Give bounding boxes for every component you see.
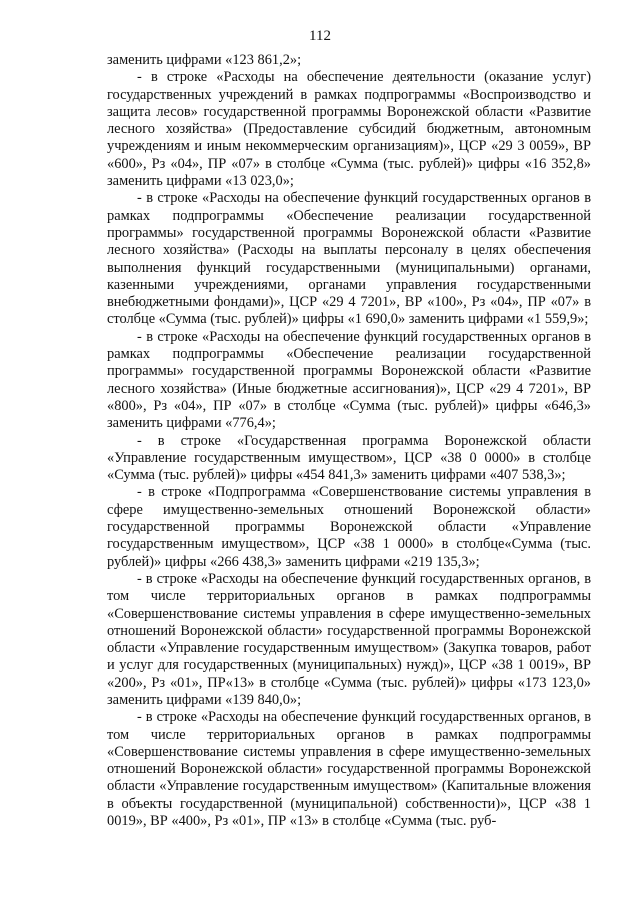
paragraph-6: - в строке «Подпрограмма «Совершенствование системы управления в сфере имущественно-земельных отношений Воронежской области» государственной программы Воронежской области «Управление государственным имуществом», ЦСР «38 1 0000» в столбце«Сумма (тыс. рублей)» цифры «266 438,3» заменить цифрами «219 135,3»; (107, 484, 591, 570)
paragraph-7: - в строке «Расходы на обеспечение функций государственных органов, в том числе территориальных органов в рамках подпрограммы «Совершенствование системы управления в сфере имущественно-земельных отношений Воронежской области» государственной программы Воронежской области «Управление государственным имуществом» (Закупка товаров, работ и услуг для государственных (муниципальных) нужд)», ЦСР «38 1 0019», ВР «200», Рз «01», ПР«13» в столбце «Сумма (тыс. рублей)» цифры «173 123,0» заменить цифрами «139 840,0»; (107, 570, 591, 708)
paragraph-8: - в строке «Расходы на обеспечение функций государственных органов, в том числе территориальных органов в рамках подпрограммы «Совершенствование системы управления в сфере имущественно-земельных отношений Воронежской области» государственной программы Воронежской области «Управление государственным имуществом» (Капитальные вложения в объекты государственной (муниципальной) собственности)», ЦСР «38 1 0019», ВР «400», Рз «01», ПР «13» в столбце «Сумма (тыс. руб- (107, 709, 591, 830)
paragraph-4: - в строке «Расходы на обеспечение функций государственных органов в рамках подпрограммы «Обеспечение реализации государственной программы» государственной программы Воронежской области «Развитие лесного хозяйства» (Иные бюджетные ассигнования)», ЦСР «29 4 7201», ВР «800», Рз «04», ПР «07» в столбце «Сумма (тыс. рублей)» цифры «646,3» заменить цифрами «776,4»; (107, 328, 591, 432)
paragraph-3: - в строке «Расходы на обеспечение функций государственных органов в рамках подпрограммы «Обеспечение реализации государственной программы» государственной программы Воронежской области «Развитие лесного хозяйства» (Расходы на выплаты персоналу в целях обеспечения выполнения функций государственными (муниципальными) органами, казенными учреждениями, органами управления государственными внебюджетными фондами)», ЦСР «29 4 7201», ВР «100», Рз «04», ПР «07» в столбце «Сумма (тыс. рублей)» цифры «1 690,0» заменить цифрами «1 559,9»; (107, 190, 591, 328)
page-number: 112 (309, 28, 331, 44)
paragraph-5: - в строке «Государственная программа Воронежской области «Управление государственным имуществом», ЦСР «38 0 0000» в столбце «Сумма (тыс. рублей)» цифры «454 841,3» заменить цифрами «407 538,3»; (107, 432, 591, 484)
paragraph-2: - в строке «Расходы на обеспечение деятельности (оказание услуг) государственных учреждений в рамках подпрограммы «Воспроизводство и защита лесов» государственной программы Воронежской области «Развитие лесного хозяйства» (Предоставление субсидий бюджетным, автономным учреждениям и иным некоммерческим организациям)», ЦСР «29 3 0059», ВР «600», Рз «04», ПР «07» в столбце «Сумма (тыс. рублей)» цифры «16 352,8» заменить цифрами «13 023,0»; (107, 69, 591, 190)
body-text (107, 52, 591, 830)
paragraph-1: заменить цифрами «123 861,2»; (107, 52, 302, 68)
